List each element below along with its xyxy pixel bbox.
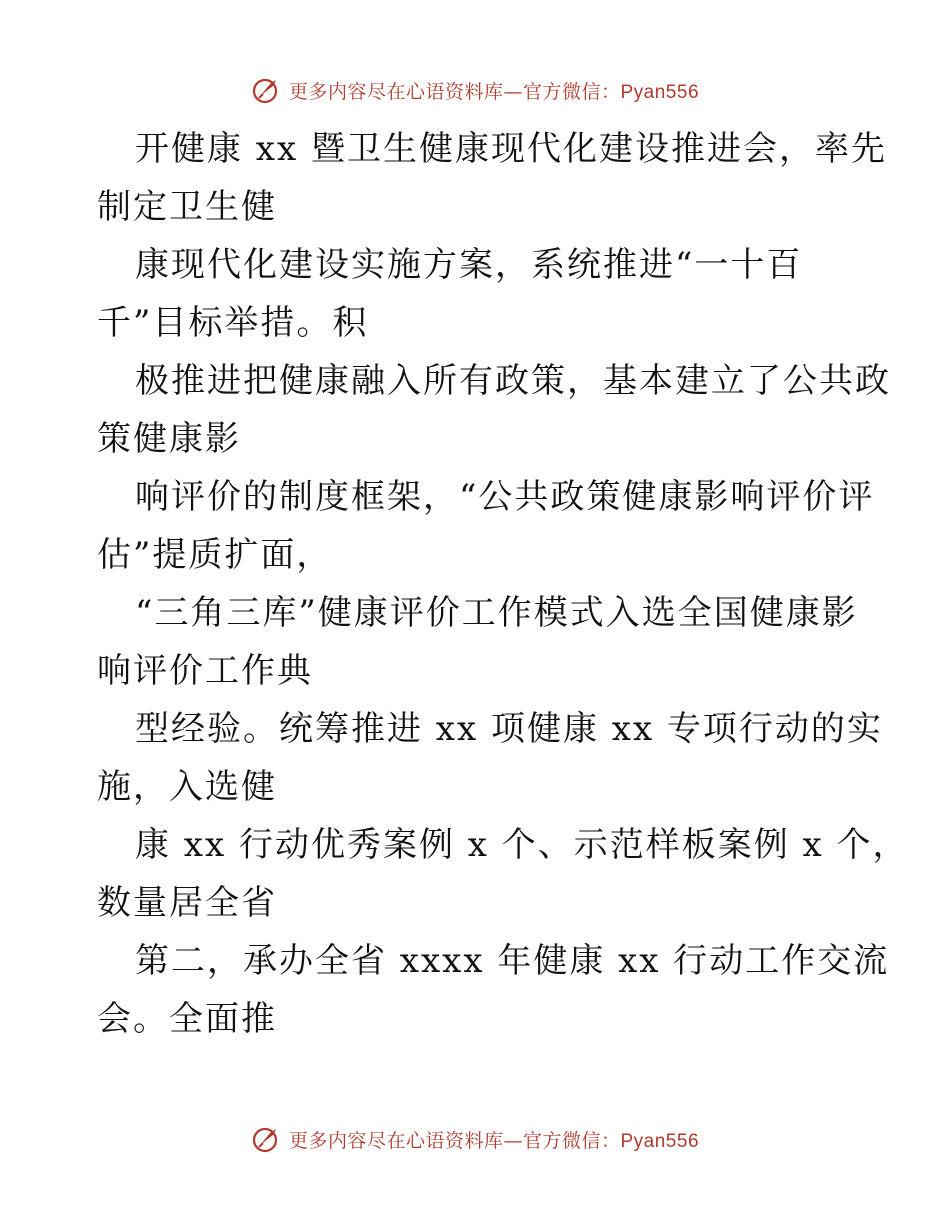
paragraph-line: 极推进把健康融入所有政策，基本建立了公共政 xyxy=(135,361,891,401)
paragraph-line: 施，入选健 xyxy=(97,767,277,807)
paragraph-line: 数量居全省 xyxy=(97,883,277,923)
paragraph-line: 会。全面推 xyxy=(97,999,277,1039)
watermark-id: Pyan556 xyxy=(620,81,700,103)
watermark-id: Pyan556 xyxy=(620,1130,700,1152)
watermark-text: 更多内容尽在心语资料库—官方微信：Pyan556 xyxy=(288,80,700,103)
paragraph-line: 响评价工作典 xyxy=(97,651,313,691)
paragraph-line: 型经验。统筹推进 xx 项健康 xx 专项行动的实 xyxy=(135,709,883,749)
paragraph-line: 开健康 xx 暨卫生健康现代化建设推进会，率先 xyxy=(135,129,887,169)
paragraph-line: 估”提质扩面， xyxy=(97,535,333,575)
paragraph-line: 制定卫生健 xyxy=(97,187,277,227)
paragraph-line: “三角三库”健康评价工作模式入选全国健康影 xyxy=(135,593,858,633)
paragraph-line: 康现代化建设实施方案，系统推进“一十百 xyxy=(135,245,803,285)
quill-seal-icon xyxy=(251,74,283,106)
watermark-text: 更多内容尽在心语资料库—官方微信：Pyan556 xyxy=(288,1129,700,1152)
paragraph-line: 响评价的制度框架，“公共政策健康影响评价评 xyxy=(135,477,875,517)
quill-seal-icon xyxy=(251,1123,283,1155)
paragraph-line: 康 xx 行动优秀案例 x 个、示范样板案例 x 个， xyxy=(135,825,909,865)
paragraph-line: 策健康影 xyxy=(97,419,241,459)
document-body xyxy=(97,120,909,1048)
footer-watermark xyxy=(0,1121,950,1157)
paragraph-line: 第二，承办全省 xxxx 年健康 xx 行动工作交流 xyxy=(135,941,890,981)
paragraph-line: 千”目标举措。积 xyxy=(97,303,369,343)
header-watermark xyxy=(0,72,950,108)
